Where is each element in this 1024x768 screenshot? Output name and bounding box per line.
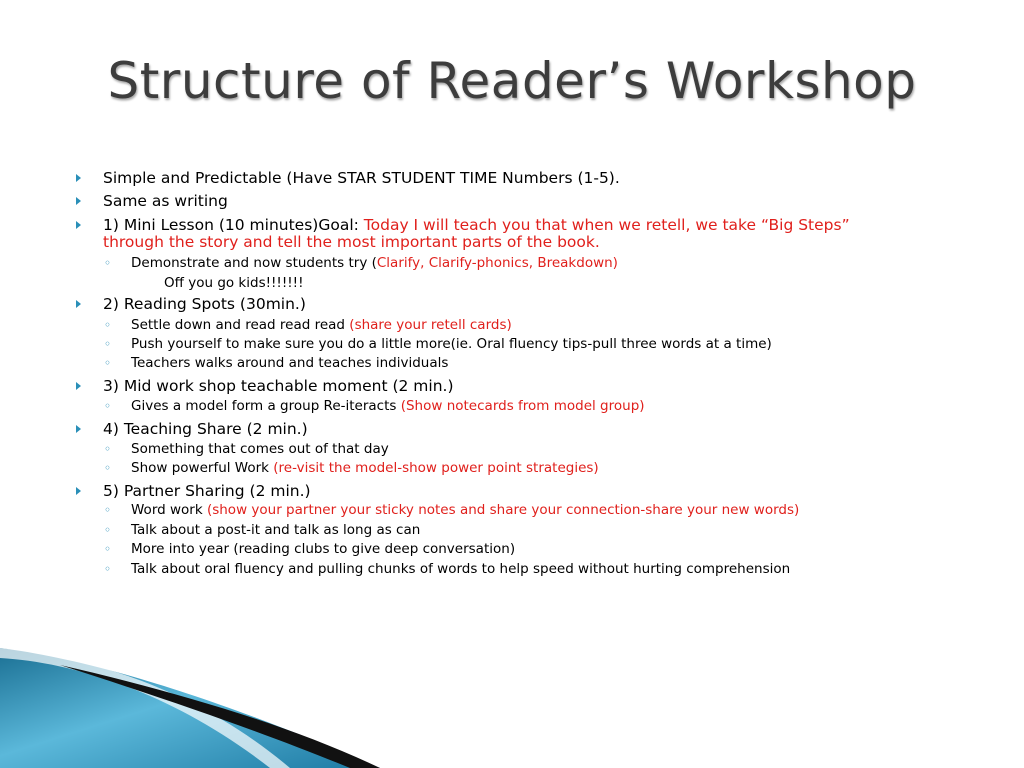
circle-bullet-icon: ◦ [104, 399, 112, 413]
list-item: 3) Mid work shop teachable moment (2 min.) [103, 377, 454, 395]
sub-list-item: Talk about a post-it and talk as long as can [131, 522, 421, 538]
arrow-bullet-icon [76, 300, 81, 308]
list-item-text: Simple and Predictable (Have STAR STUDENT TIME Numbers (1-5). [103, 169, 620, 187]
list-item-highlight: (share your retell cards) [349, 317, 512, 333]
sub-list-item [131, 317, 512, 333]
arrow-bullet-icon [76, 221, 81, 229]
sub-list-item [131, 398, 645, 414]
list-item [103, 295, 306, 313]
list-item-text: Show powerful Work [131, 460, 274, 476]
list-item-text: Word work [131, 502, 207, 518]
list-item-text: Demonstrate and now students try ( [131, 255, 377, 271]
slide-title: Structure of Reader’s Workshop [107, 52, 917, 110]
circle-bullet-icon: ◦ [104, 542, 112, 556]
circle-bullet-icon: ◦ [104, 318, 112, 332]
sub-list-item [131, 502, 799, 518]
list-item [103, 216, 850, 234]
list-item [103, 192, 228, 210]
arrow-bullet-icon [76, 487, 81, 495]
circle-bullet-icon: ◦ [104, 503, 112, 517]
sub-list-item: Push yourself to make sure you do a little more(ie. Oral fluency tips-pull three words at a time) [131, 336, 772, 352]
sub-list-item: Teachers walks around and teaches individuals [131, 355, 449, 371]
sub-list-item: Talk about oral fluency and pulling chunks of words to help speed without hurting comprehension [131, 561, 791, 577]
list-item-text: 1) Mini Lesson (10 minutes)Goal: [103, 216, 364, 234]
sub-list-item: More into year (reading clubs to give deep conversation) [131, 541, 516, 557]
circle-bullet-icon: ◦ [104, 442, 112, 456]
list-item-text: Gives a model form a group Re-iteracts [131, 398, 401, 414]
list-item-highlight: Today I will teach you that when we retell, we take “Big Steps” [363, 216, 850, 234]
circle-bullet-icon: ◦ [104, 461, 112, 475]
list-item-highlight: (re-visit the model-show power point strategies) [273, 460, 599, 476]
list-item-text: Settle down and read read read [131, 317, 350, 333]
circle-bullet-icon: ◦ [104, 337, 112, 351]
list-item-highlight: (show your partner your sticky notes and share your connection-share your new words) [206, 502, 800, 518]
sub-list-item [131, 255, 618, 271]
list-item-continuation: through the story and tell the most important parts of the book. [103, 233, 600, 251]
arrow-bullet-icon [76, 197, 81, 205]
list-item: 5) Partner Sharing (2 min.) [103, 482, 311, 500]
circle-bullet-icon: ◦ [104, 256, 112, 270]
list-item [103, 169, 620, 187]
circle-bullet-icon: ◦ [104, 562, 112, 576]
list-item: 4) Teaching Share (2 min.) [103, 420, 308, 438]
sub-list-item-continuation: Off you go kids!!!!!!! [164, 275, 304, 291]
sub-list-item: Something that comes out of that day [131, 441, 389, 457]
sub-list-item [131, 460, 599, 476]
arrow-bullet-icon [76, 174, 81, 182]
arrow-bullet-icon [76, 425, 81, 433]
list-item-text: Same as writing [103, 192, 228, 210]
list-item-highlight: Clarify, Clarify-phonics, Breakdown) [376, 255, 618, 271]
circle-bullet-icon: ◦ [104, 356, 112, 370]
list-item-text: 2) Reading Spots (30min.) [103, 295, 306, 313]
arrow-bullet-icon [76, 382, 81, 390]
list-item-highlight: (Show notecards from model group) [400, 398, 645, 414]
circle-bullet-icon: ◦ [104, 523, 112, 537]
